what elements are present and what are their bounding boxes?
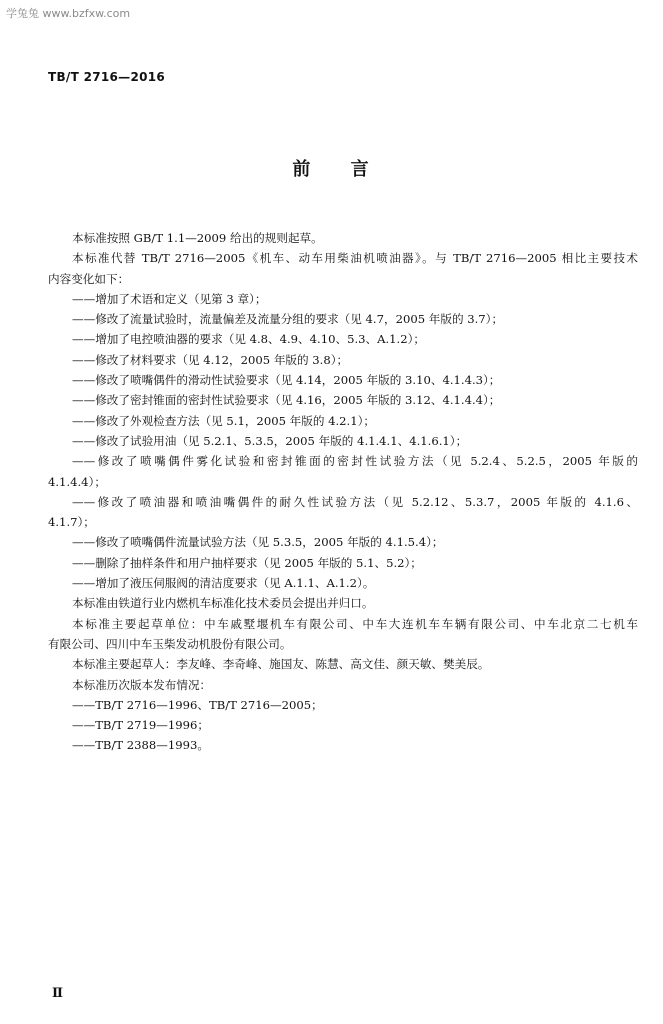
history-item: ——TB/T 2388—1993。 xyxy=(72,738,209,753)
change-item: ——增加了术语和定义（见第 3 章）； xyxy=(72,291,267,306)
change-item: ——修改了流量试验时，流量偏差及流量分组的要求（见 4.7，2005 年版的 3.7）； xyxy=(72,312,504,327)
change-item: ——修改了喷嘴偶件流量试验方法（见 5.3.5，2005 年版的 4.1.5.4）； xyxy=(72,535,444,550)
intro-paragraph-2-line-2: 内容变化如下： xyxy=(48,271,130,286)
history-item: ——TB/T 2719—1996； xyxy=(72,718,209,733)
change-item: ——增加了液压伺服阀的清洁度要求（见 A.1.1、A.1.2）。 xyxy=(72,576,375,591)
change-item: ——修改了密封锥面的密封性试验要求（见 4.16，2005 年版的 3.12、4.1.4.4）； xyxy=(72,393,501,408)
change-item: ——修改了材料要求（见 4.12，2005 年版的 3.8）； xyxy=(72,352,349,367)
standard-number: TB/T 2716—2016 xyxy=(48,70,166,84)
change-item-long-line-2: 4.1.7）； xyxy=(48,515,95,530)
drafting-units-line-1: 本标准主要起草单位：中车戚墅堰机车有限公司、中车大连机车车辆有限公司、中车北京二七机车 xyxy=(72,616,638,631)
change-item: ——修改了试验用油（见 5.2.1、5.3.5，2005 年版的 4.1.4.1、4.1.6.1）； xyxy=(72,433,468,448)
history-item: ——TB/T 2716—1996、TB/T 2716—2005； xyxy=(72,697,323,712)
intro-paragraph-2-line-1: 本标准代替 TB/T 2716—2005《机车、动车用柴油机喷油器》。与 TB/T 2716—2005 相比主要技术 xyxy=(72,251,638,266)
change-item-long-line-1: ——修改了喷嘴偶件雾化试验和密封锥面的密封性试验方法（见 5.2.4、5.2.5，2005 年版的 xyxy=(72,454,638,469)
watermark: 学兔兔 www.bzfxw.com xyxy=(6,7,131,20)
intro-paragraph-1: 本标准按照 GB/T 1.1—2009 给出的规则起草。 xyxy=(72,231,323,245)
change-item: ——修改了外观检查方法（见 5.1，2005 年版的 4.2.1）； xyxy=(72,413,375,428)
change-item: ——修改了喷嘴偶件的滑动性试验要求（见 4.14，2005 年版的 3.10、4.1.4.3）； xyxy=(72,373,501,388)
history-heading: 本标准历次版本发布情况： xyxy=(72,677,212,692)
proposal-paragraph: 本标准由铁道行业内燃机车标准化技术委员会提出并归口。 xyxy=(72,596,374,611)
drafting-units-line-2: 有限公司、四川中车玉柴发动机股份有限公司。 xyxy=(48,636,292,651)
page-number: Ⅱ xyxy=(52,986,63,1001)
change-item: ——删除了抽样条件和用户抽样要求（见 2005 年版的 5.1、5.2）； xyxy=(72,555,422,570)
change-item-long-line-1: ——修改了喷油器和喷油嘴偶件的耐久性试验方法（见 5.2.12、5.3.7，2005 年版的 4.1.6、 xyxy=(72,494,638,509)
drafters-paragraph: 本标准主要起草人：李友峰、李奇峰、施国友、陈慧、高文佳、颜天敏、樊美辰。 xyxy=(72,657,490,672)
foreword-body xyxy=(48,228,638,756)
change-item: ——增加了电控喷油器的要求（见 4.8、4.9、4.10、5.3、A.1.2）； xyxy=(72,332,425,347)
page-title: 前 言 xyxy=(292,159,371,180)
change-item-long-line-2: 4.1.4.4）； xyxy=(48,474,106,489)
